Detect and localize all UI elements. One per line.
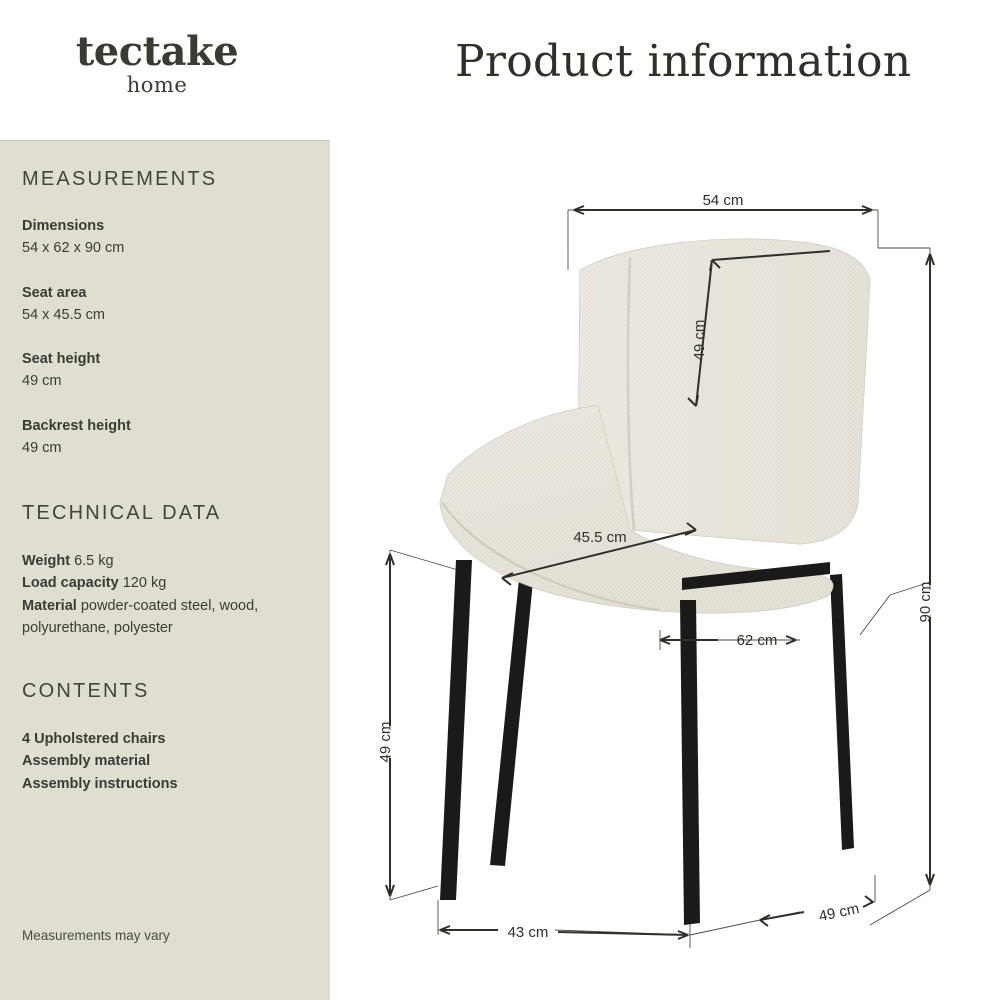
- contents-item-2: Assembly material: [22, 753, 151, 770]
- measurement-seat-area: [22, 282, 105, 327]
- dim-total-height: 90 cm: [917, 581, 934, 623]
- dim-front-width: 43 cm: [507, 924, 549, 941]
- contents-list: [22, 728, 287, 795]
- measurements-footnote: Measurements may vary: [22, 928, 170, 943]
- technical-weight-label: Weight: [22, 553, 71, 569]
- technical-row-load: [22, 572, 287, 594]
- sidebar-divider: [0, 140, 330, 141]
- section-heading-technical-data: TECHNICAL DATA: [22, 502, 222, 524]
- technical-load-value: 120 kg: [122, 575, 167, 592]
- dim-side-depth: 49 cm: [817, 900, 861, 926]
- contents-item-3: Assembly instructions: [22, 775, 178, 792]
- section-heading-contents: CONTENTS: [22, 680, 150, 702]
- measurement-seat-area-label: Seat area: [22, 285, 87, 301]
- chair-diagram: [330, 130, 1000, 1000]
- measurement-dimensions-value: 54 x 62 x 90 cm: [22, 240, 125, 257]
- measurement-seat-height-value: 49 cm: [22, 373, 62, 390]
- technical-data-list: [22, 550, 287, 640]
- dim-base-depth: 62 cm: [736, 632, 778, 649]
- measurement-dimensions: [22, 215, 124, 260]
- measurement-backrest-height-label: Backrest height: [22, 418, 131, 434]
- dim-leg-height: 49 cm: [377, 721, 394, 763]
- dim-backrest-height: 49 cm: [691, 319, 708, 361]
- chair-illustration: [440, 239, 870, 925]
- measurement-seat-area-value: 54 x 45.5 cm: [22, 307, 106, 324]
- measurement-dimensions-label: Dimensions: [22, 218, 105, 234]
- measurement-backrest-height-value: 49 cm: [22, 440, 62, 457]
- sidebar: [0, 0, 330, 1000]
- measurement-seat-height-label: Seat height: [22, 351, 101, 367]
- dim-top-width: 54 cm: [702, 192, 744, 209]
- contents-item-1: 4 Upholstered chairs: [22, 731, 166, 747]
- technical-weight-value: 6.5 kg: [74, 553, 114, 569]
- page-title: Product information: [455, 36, 912, 87]
- chair-leg-rear-right: [830, 574, 854, 850]
- technical-material-label: Material: [22, 597, 77, 614]
- chair-leg-front-right: [680, 600, 700, 925]
- measurement-seat-height: [22, 348, 100, 393]
- chair-leg-front-left: [440, 560, 472, 900]
- technical-material-value: powder-coated steel, wood, polyurethane, polyester: [22, 597, 259, 637]
- brand-sub: home: [126, 73, 188, 97]
- dim-seat-depth: 45.5 cm: [573, 529, 627, 546]
- technical-row-weight: [22, 550, 287, 572]
- section-heading-measurements: MEASUREMENTS: [22, 168, 218, 190]
- technical-load-label: Load capacity: [22, 575, 119, 592]
- brand-name: tectake: [75, 28, 239, 75]
- measurement-backrest-height: [22, 415, 131, 460]
- technical-row-material: [22, 595, 287, 640]
- brand-logo: [42, 28, 272, 97]
